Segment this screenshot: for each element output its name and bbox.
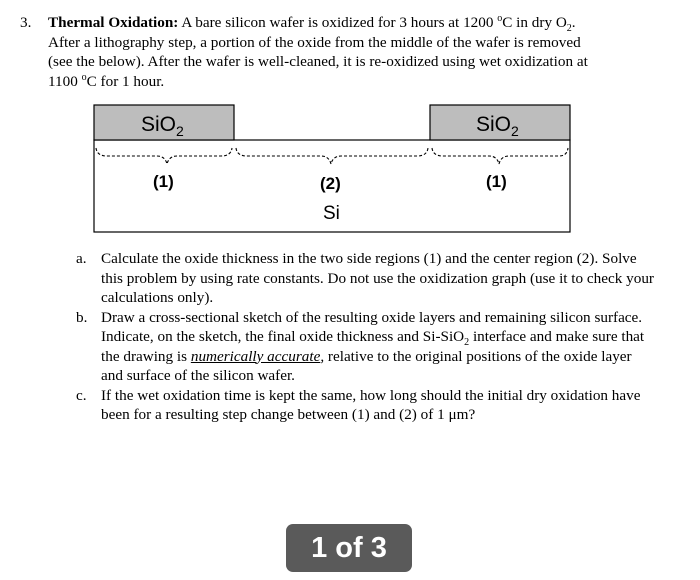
page-indicator: 1 of 3: [286, 524, 412, 572]
part-a: [76, 249, 656, 308]
problem-text: Thermal Oxidation: A bare silicon wafer is oxidized for 3 hours at 1200 $^o$C in dry $O_2$. After a lithography step, a portion of the oxide from the middle of the wafer is removed (see the below). After the wafer is well-cleaned, it is re-oxidized using wet oxidization at 1100 $^o$C for 1 hour.: [48, 12, 588, 90]
problem-title: Thermal Oxidation:: [48, 14, 179, 31]
wafer-cross-section-diagram: [93, 104, 573, 234]
part-c-text: If the wet oxidation time is kept the same, how long should the initial dry oxidation have been for a resulting step change between (1) and (2) of 1 μm?: [101, 386, 641, 423]
oxide-left-label: SiO$_2$: [141, 113, 184, 139]
part-c: [76, 386, 656, 425]
part-b: b. Draw a cross-sectional sketch of the resulting oxide layers and remaining silicon surface. Indicate, on the sketch, the final oxide thickness and Si-SiO$_2$ interface and make sure that the drawing is numerically accurate, relative to the original positions of the oxide layer and surface of the silicon wafer.: [76, 308, 645, 384]
oxide-right-label: SiO$_2$: [476, 113, 519, 139]
region2-label: (2): [320, 174, 341, 193]
region1-left-label: (1): [153, 172, 174, 191]
part-a-text: Calculate the oxide thickness in the two side regions (1) and the center region (2). Solve this problem by using rate constants. Do not use the oxidization graph (use it to check your calculations only).: [101, 250, 654, 306]
part-b-label: b.: [76, 308, 88, 326]
silicon-label: Si: [323, 203, 340, 224]
problem-number: 3.: [20, 14, 32, 31]
part-c-label: c.: [76, 386, 87, 404]
region1-right-label: (1): [486, 172, 507, 191]
problem-parts: [76, 249, 656, 425]
emphasis-numerically-accurate: numerically accurate: [190, 347, 321, 365]
part-a-label: a.: [76, 250, 87, 267]
